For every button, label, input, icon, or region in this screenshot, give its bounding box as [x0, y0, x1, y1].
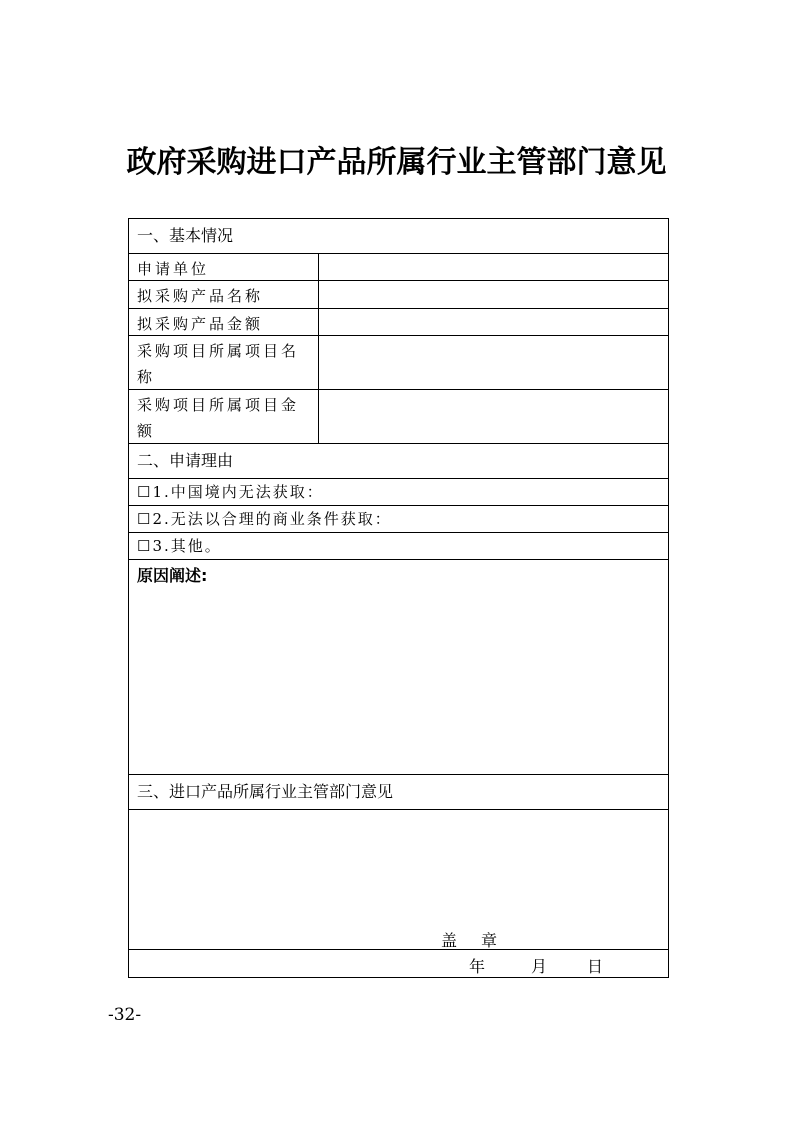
- product-name-label: 拟采购产品名称: [129, 281, 319, 308]
- document-title: 政府采购进口产品所属行业主管部门意见: [126, 145, 667, 180]
- date-row: [129, 950, 668, 977]
- reason-option-1[interactable]: ☐1.中国境内无法获取：: [129, 479, 668, 506]
- applicant-value-cell[interactable]: [319, 254, 668, 280]
- product-amount-value-cell[interactable]: [319, 309, 668, 335]
- reason-option-2[interactable]: ☐2.无法以合理的商业条件获取：: [129, 506, 668, 533]
- seal-label: 盖章: [441, 931, 522, 950]
- applicant-label: 申请单位: [129, 254, 319, 280]
- project-name-value-cell[interactable]: [319, 336, 668, 389]
- application-form: [128, 218, 669, 978]
- row-applicant: [129, 254, 668, 281]
- row-product-amount: [129, 309, 668, 336]
- product-name-value-cell[interactable]: [319, 281, 668, 308]
- project-amount-value-cell[interactable]: [319, 390, 668, 443]
- row-project-name: [129, 336, 668, 390]
- reason-description-cell[interactable]: [129, 560, 668, 775]
- section2-heading: 二、申请理由: [129, 444, 668, 479]
- row-product-name: [129, 281, 668, 309]
- opinion-cell[interactable]: [129, 810, 668, 950]
- project-name-label: 采购项目所属项目名称: [129, 336, 319, 389]
- project-amount-label: 采购项目所属项目金额: [129, 390, 319, 443]
- date-month-label: 月: [531, 957, 548, 976]
- reason-option-3[interactable]: ☐3.其他。: [129, 533, 668, 560]
- date-year-label: 年: [469, 957, 486, 976]
- date-day-label: 日: [587, 957, 604, 976]
- page-number: -32-: [108, 1005, 142, 1025]
- date-line: [469, 954, 603, 977]
- row-project-amount: [129, 390, 668, 444]
- section1-heading: 一、基本情况: [129, 219, 668, 254]
- product-amount-label: 拟采购产品金额: [129, 309, 319, 335]
- reason-description-label: 原因阐述:: [137, 566, 208, 585]
- section3-heading: 三、进口产品所属行业主管部门意见: [129, 775, 668, 810]
